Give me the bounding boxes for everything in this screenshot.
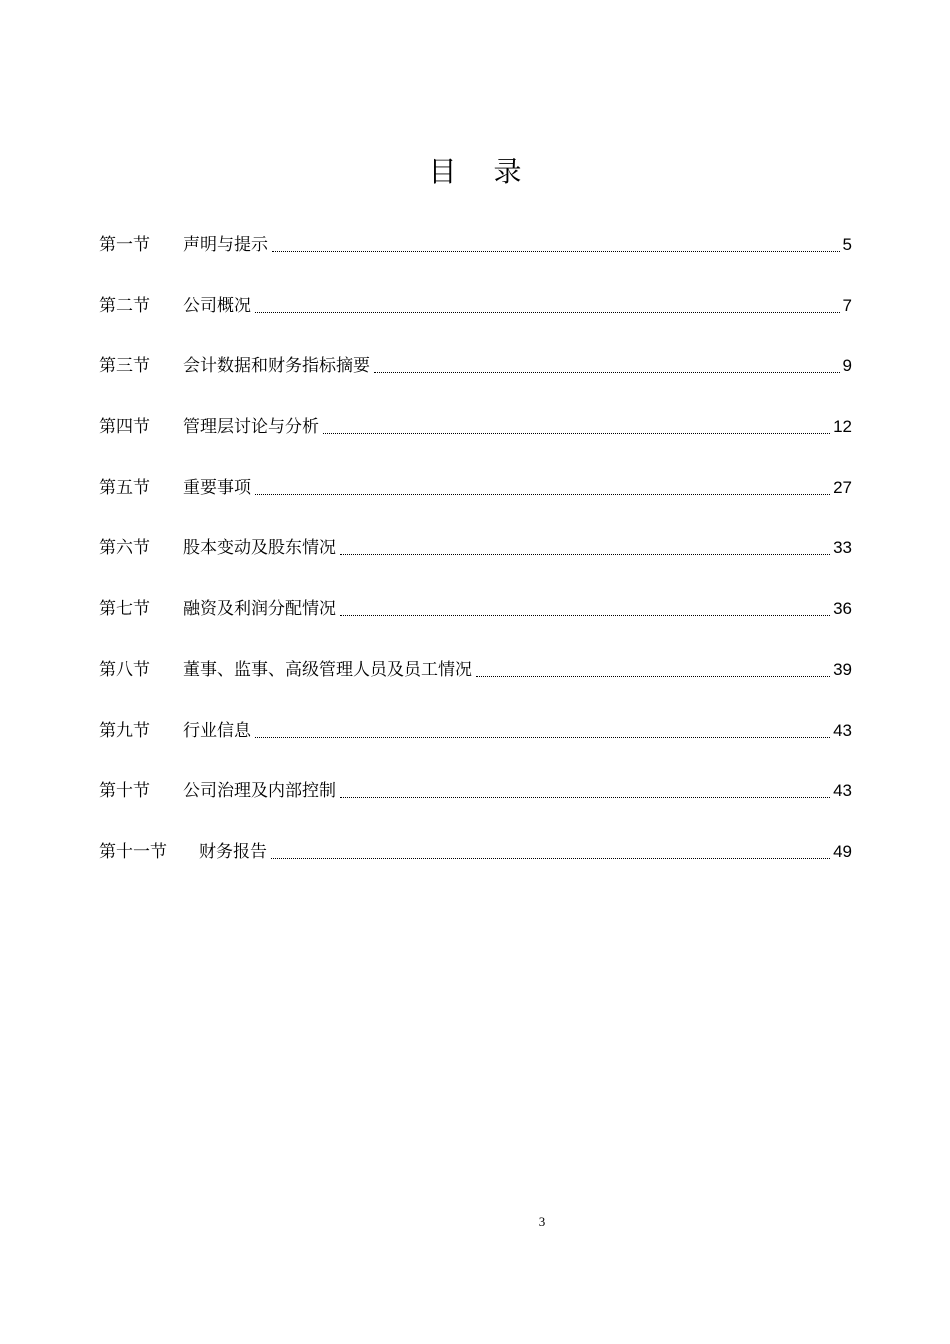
toc-entry[interactable] <box>99 593 852 654</box>
toc-entry[interactable] <box>99 472 852 533</box>
toc-section-number: 第四节 <box>99 417 150 438</box>
toc-entry[interactable] <box>99 836 852 897</box>
toc-heading: 声明与提示 <box>183 235 268 255</box>
toc-dot-leader <box>476 654 830 686</box>
toc-page-number: 27 <box>833 477 852 497</box>
toc-heading: 公司治理及内部控制 <box>183 781 336 802</box>
toc-page-number: 43 <box>833 720 852 740</box>
toc-dot-leader <box>340 775 830 807</box>
toc-page-number: 33 <box>833 538 852 558</box>
toc-entry[interactable] <box>99 229 852 290</box>
toc-heading: 会计数据和财务指标摘要 <box>183 356 370 377</box>
toc-heading: 管理层讨论与分析 <box>183 417 319 438</box>
toc-page-number: 43 <box>833 781 852 801</box>
toc-entry[interactable] <box>99 654 852 715</box>
toc-heading: 重要事项 <box>183 477 251 498</box>
toc-entry[interactable] <box>99 775 852 836</box>
toc-section-number: 第一节 <box>99 235 150 255</box>
toc-dot-leader <box>340 532 830 564</box>
page-number: 3 <box>538 1214 546 1229</box>
toc-heading: 公司概况 <box>183 295 251 316</box>
toc-page-number: 49 <box>833 841 852 861</box>
toc-heading: 行业信息 <box>183 720 251 741</box>
toc-entry[interactable] <box>99 532 852 593</box>
toc-section-number: 第十一节 <box>99 841 167 862</box>
toc-page-number: 39 <box>833 659 852 679</box>
toc-list <box>99 229 852 897</box>
toc-page-number: 7 <box>842 295 852 315</box>
toc-dot-leader <box>255 715 830 747</box>
toc-dot-leader <box>255 290 840 322</box>
toc-dot-leader <box>271 836 830 868</box>
toc-section-number: 第三节 <box>99 356 150 377</box>
toc-section-number: 第九节 <box>99 720 150 741</box>
toc-section-number: 第十节 <box>99 781 150 802</box>
toc-section-number: 第二节 <box>99 295 150 316</box>
toc-section-number: 第八节 <box>99 659 150 680</box>
toc-heading: 董事、监事、高级管理人员及员工情况 <box>183 659 472 680</box>
toc-entry[interactable] <box>99 350 852 411</box>
toc-dot-leader <box>374 350 840 382</box>
toc-heading: 财务报告 <box>199 841 267 862</box>
toc-entry[interactable] <box>99 290 852 351</box>
toc-page-number: 12 <box>833 417 852 437</box>
toc-dot-leader <box>340 593 830 625</box>
toc-heading: 融资及利润分配情况 <box>183 599 336 620</box>
toc-dot-leader <box>272 229 840 261</box>
toc-dot-leader <box>323 411 830 443</box>
toc-page-number: 5 <box>842 235 852 254</box>
toc-section-number: 第七节 <box>99 599 150 620</box>
toc-page-number: 9 <box>842 356 852 376</box>
toc-dot-leader <box>255 472 830 504</box>
toc-section-number: 第五节 <box>99 477 150 498</box>
toc-heading: 股本变动及股东情况 <box>183 538 336 559</box>
toc-entry[interactable] <box>99 411 852 472</box>
toc-page-number: 36 <box>833 599 852 619</box>
toc-entry[interactable] <box>99 715 852 776</box>
toc-title: 目 录 <box>428 155 536 188</box>
toc-section-number: 第六节 <box>99 538 150 559</box>
